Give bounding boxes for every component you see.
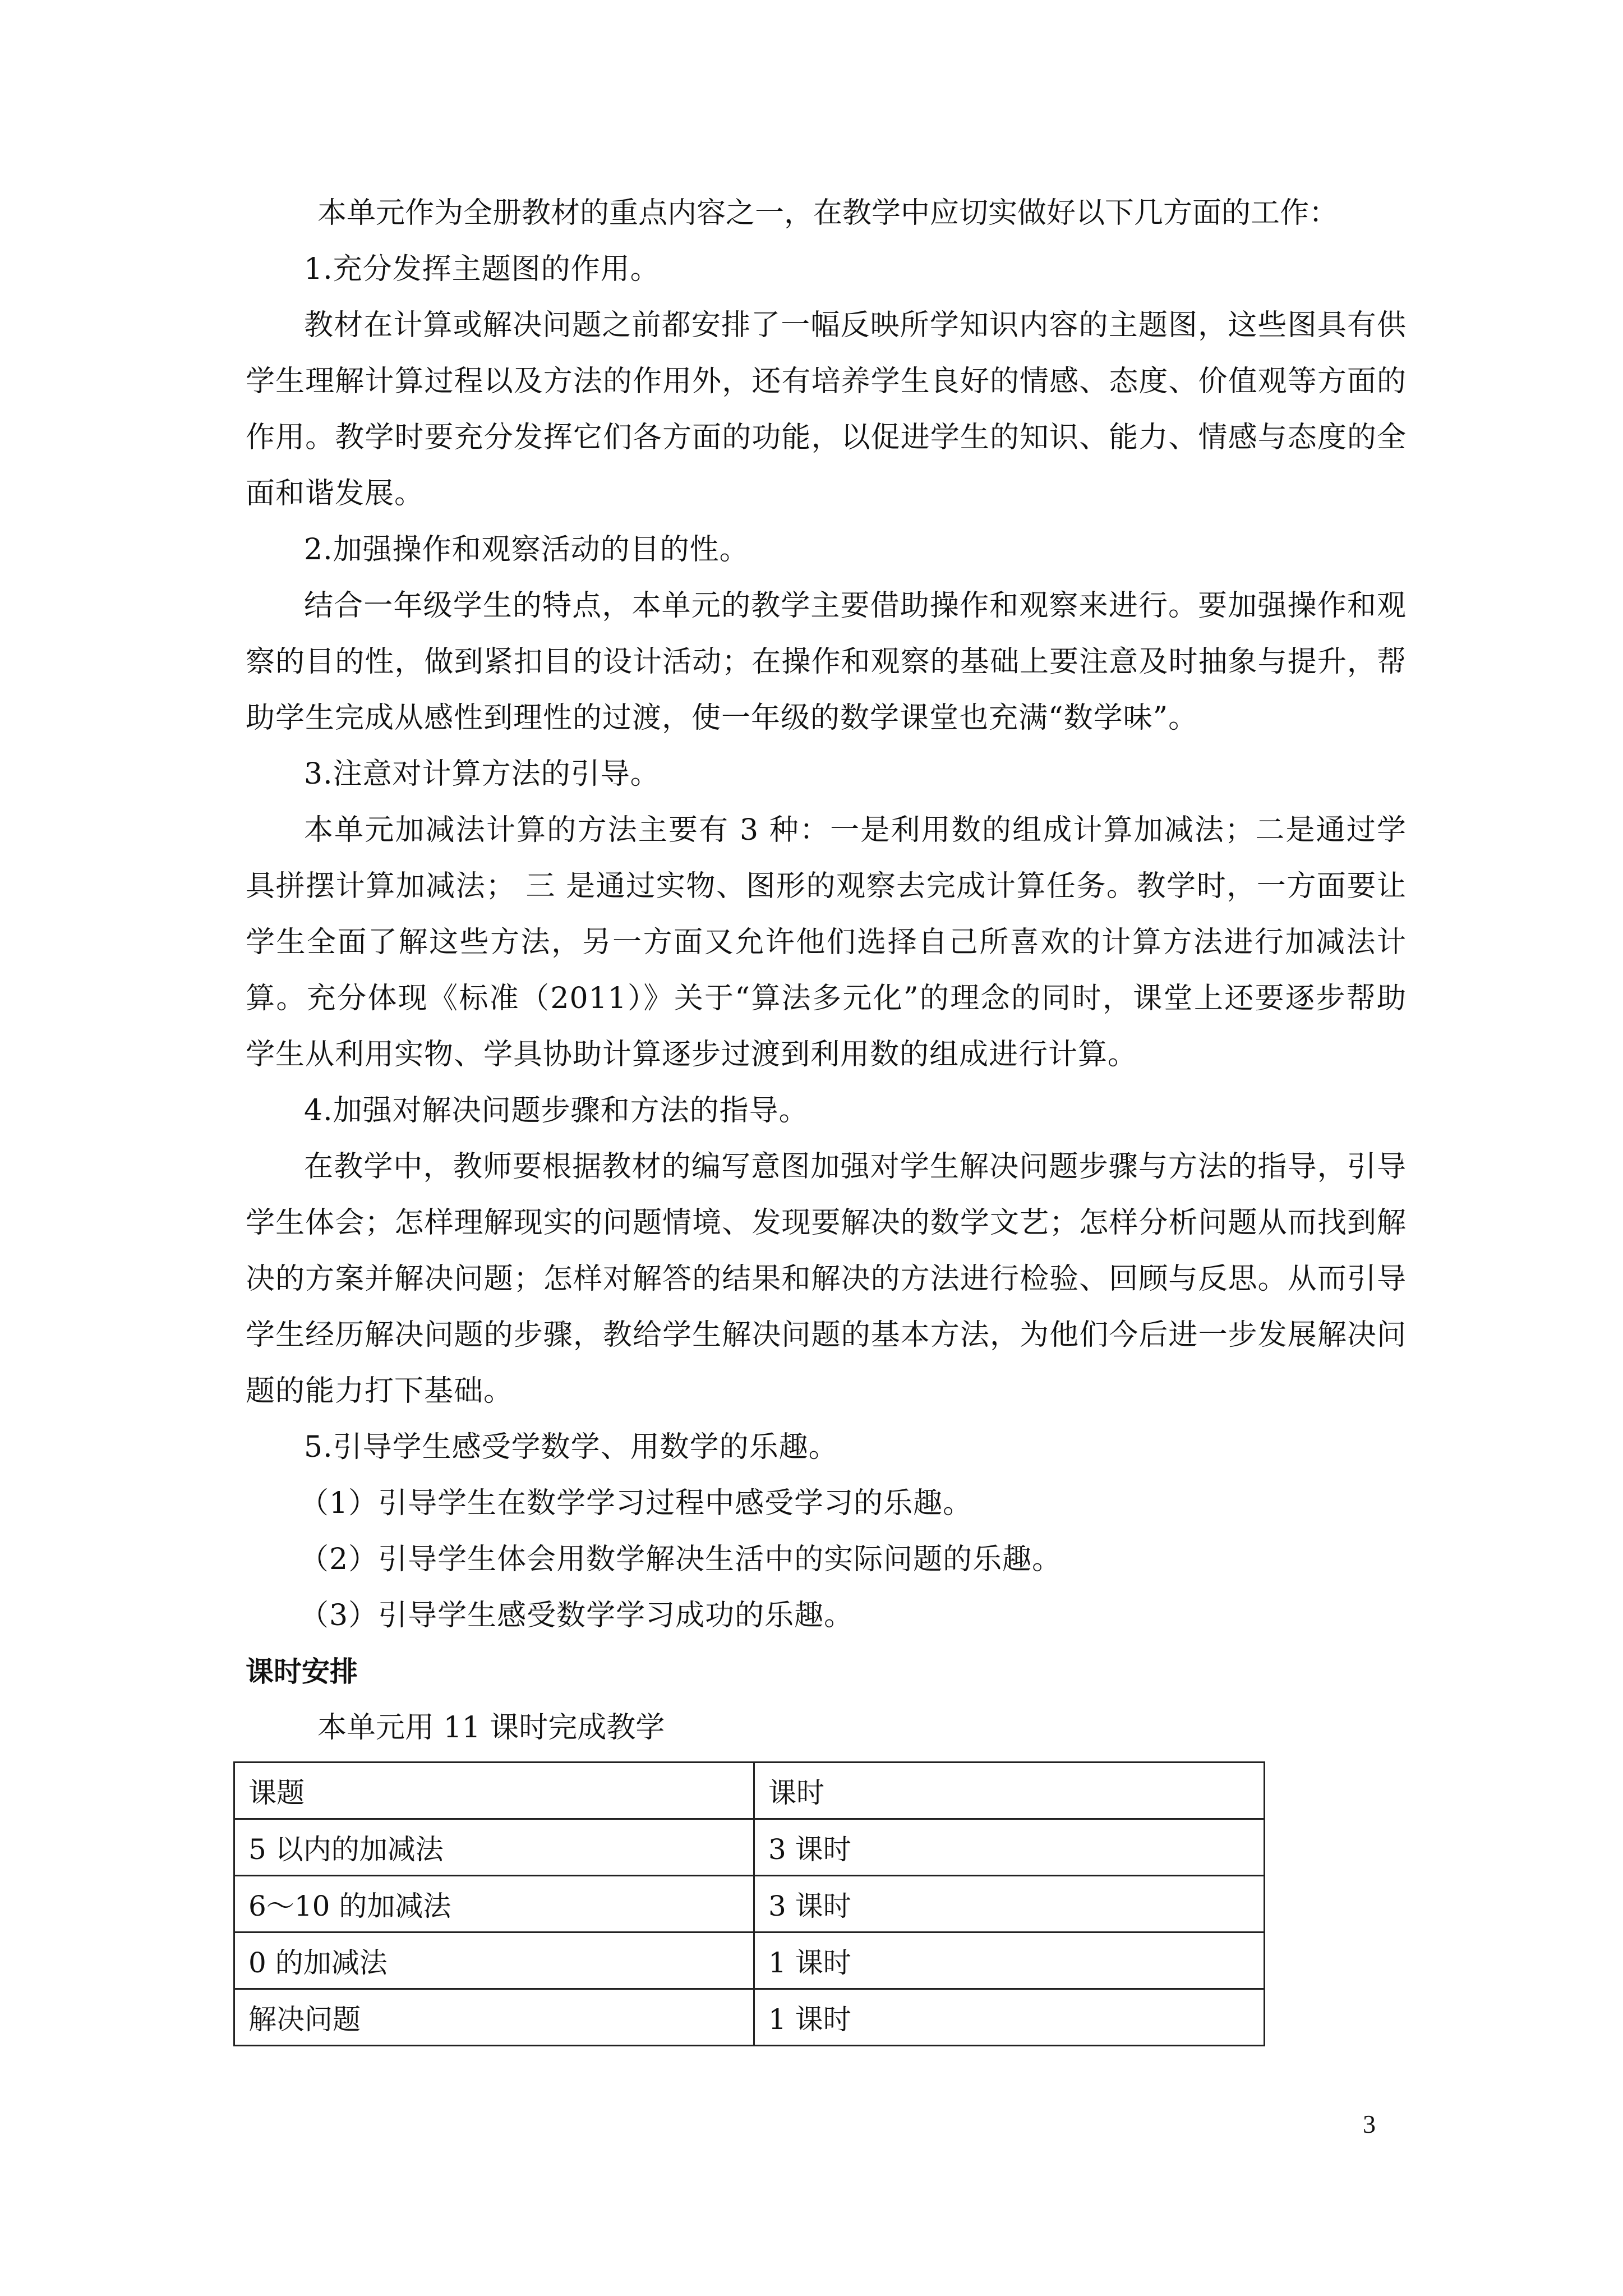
row-hours: 3 课时 (754, 1819, 1265, 1876)
row-hours: 1 课时 (754, 1932, 1265, 1989)
schedule-table (233, 1761, 1265, 2046)
row-hours: 1 课时 (754, 1989, 1265, 2046)
table-row (234, 1876, 1265, 1932)
table-row (234, 1932, 1265, 1989)
section-point-5: 5.引导学生感受学数学、用数学的乐趣。 (304, 1430, 838, 1464)
sub-point-3: （3）引导学生感受数学学习成功的乐趣。 (299, 1599, 854, 1632)
section-point-3: 3.注意对计算方法的引导。 (304, 757, 660, 791)
schedule-heading: 课时安排 (246, 1655, 358, 1688)
schedule-intro: 本单元用 11 课时完成教学 (317, 1711, 665, 1745)
sub-point-2: （2）引导学生体会用数学解决生活中的实际问题的乐趣。 (299, 1543, 1062, 1576)
section-point-1: 1.充分发挥主题图的作用。 (304, 252, 660, 286)
row-topic: 0 的加减法 (234, 1932, 754, 1989)
section-point-2: 2.加强操作和观察活动的目的性。 (304, 533, 749, 567)
table-row (234, 1989, 1265, 2046)
body-paragraph-3: 本单元加减法计算的方法主要有 3 种：一是利用数的组成计算加减法；二是通过学具拼摆计算加减法； 三 是通过实物、图形的观察去完成计算任务。教学时，一方面要让学生全面了解这些方法，另一方面又允许他们选择自己所喜欢的计算方法进行加减法计算。充分体现《标准（2011）》关于“算法多元化”的理念的同时，课堂上还要逐步帮助学生从利用实物、学具协助计算逐步过渡到利用数的组成进行计算。 (246, 813, 1407, 1071)
table-row (234, 1819, 1265, 1876)
sub-point-1: （1）引导学生在数学学习过程中感受学习的乐趣。 (299, 1487, 973, 1520)
intro-paragraph: 本单元作为全册教材的重点内容之一，在教学中应切实做好以下几方面的工作： (317, 196, 1339, 230)
body-paragraph-1: 教材在计算或解决问题之前都安排了一幅反映所学知识内容的主题图，这些图具有供学生理解计算过程以及方法的作用外，还有培养学生良好的情感、态度、价值观等方面的作用。教学时要充分发挥它们各方面的功能，以促进学生的知识、能力、情感与态度的全面和谐发展。 (246, 309, 1407, 510)
header-hours: 课时 (754, 1763, 1265, 1819)
body-paragraph-4: 在教学中，教师要根据教材的编写意图加强对学生解决问题步骤与方法的指导，引导学生体会；怎样理解现实的问题情境、发现要解决的数学文艺；怎样分析问题从而找到解决的方案并解决问题；怎样对解答的结果和解决的方法进行检验、回顾与反思。从而引导学生经历解决问题的步骤，教给学生解决问题的基本方法，为他们今后进一步发展解决问题的能力打下基础。 (246, 1150, 1407, 1408)
page-content (246, 185, 1407, 2046)
body-paragraph-2: 结合一年级学生的特点，本单元的教学主要借助操作和观察来进行。要加强操作和观察的目的性，做到紧扣目的设计活动；在操作和观察的基础上要注意及时抽象与提升，帮助学生完成从感性到理性的过渡，使一年级的数学课堂也充满“数学味”。 (246, 589, 1407, 735)
row-topic: 解决问题 (234, 1989, 754, 2046)
row-hours: 3 课时 (754, 1876, 1265, 1932)
table-header-row (234, 1763, 1265, 1819)
header-topic: 课题 (234, 1763, 754, 1819)
section-point-4: 4.加强对解决问题步骤和方法的指导。 (304, 1094, 809, 1128)
row-topic: 5 以内的加减法 (234, 1819, 754, 1876)
row-topic: 6～10 的加减法 (234, 1876, 754, 1932)
page-number: 3 (1363, 2110, 1376, 2138)
